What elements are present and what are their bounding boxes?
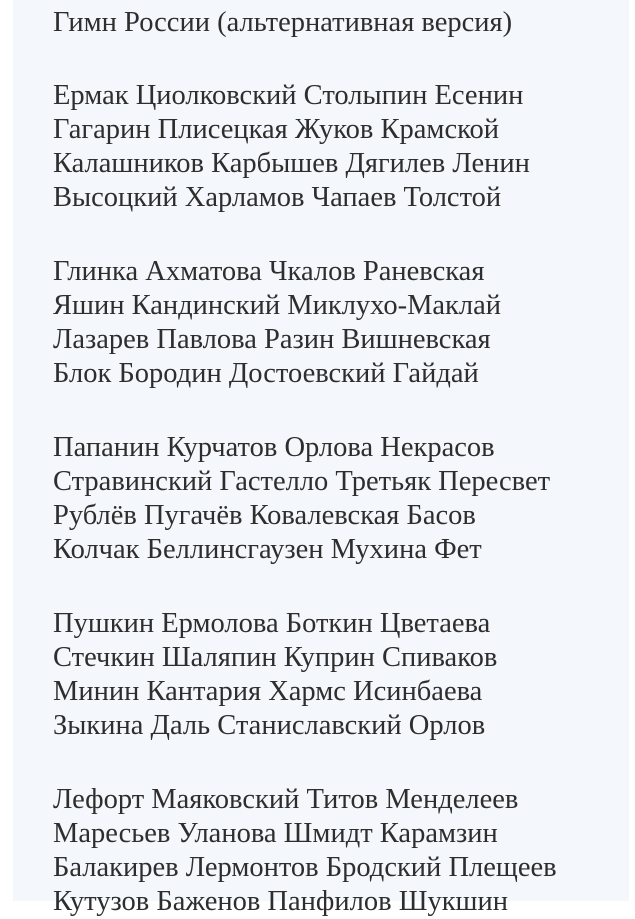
stanza-line: Кутузов Баженов Панфилов Шукшин (53, 886, 508, 917)
poem-title: Гимн России (альтернативная версия) (53, 7, 513, 38)
stanza-5 (53, 783, 557, 919)
stanza-line: Папанин Курчатов Орлова Некрасов (53, 432, 495, 463)
stanza-line: Блок Бородин Достоевский Гайдай (53, 358, 479, 389)
stanza-line: Минин Кантария Хармс Исинбаева (53, 676, 483, 707)
stanza-line: Яшин Кандинский Миклухо-Маклай (53, 290, 502, 321)
stanza-2 (53, 255, 557, 391)
stanza-line: Колчак Беллинсгаузен Мухина Фет (53, 534, 482, 565)
stanza-line: Стравинский Гастелло Третьяк Пересвет (53, 466, 551, 497)
stanza-1 (53, 79, 557, 215)
stanza-line: Рублёв Пугачёв Ковалевская Басов (53, 500, 476, 531)
stanza-line: Лазарев Павлова Разин Вишневская (53, 324, 491, 355)
stanza-line: Высоцкий Харламов Чапаев Толстой (53, 182, 502, 213)
right-margin (629, 0, 635, 901)
stanza-line: Маресьев Уланова Шмидт Карамзин (53, 818, 498, 849)
stanza-line: Лефорт Маяковский Титов Менделеев (53, 784, 519, 815)
stanza-line: Ермак Циолковский Столыпин Есенин (53, 80, 524, 111)
stanza-line: Гагарин Плисецкая Жуков Крамской (53, 114, 500, 145)
stanza-line: Глинка Ахматова Чкалов Раневская (53, 256, 485, 287)
stanza-3 (53, 431, 557, 567)
stanza-4 (53, 607, 557, 743)
left-margin (0, 0, 13, 901)
stanza-line: Стечкин Шаляпин Куприн Спиваков (53, 642, 498, 673)
stanza-line: Пушкин Ермолова Боткин Цветаева (53, 608, 491, 639)
stanza-line: Калашников Карбышев Дягилев Ленин (53, 148, 530, 179)
poem-text (53, 6, 557, 919)
stanza-line: Балакирев Лермонтов Бродский Плещеев (53, 852, 557, 883)
stanza-line: Зыкина Даль Станиславский Орлов (53, 710, 486, 741)
